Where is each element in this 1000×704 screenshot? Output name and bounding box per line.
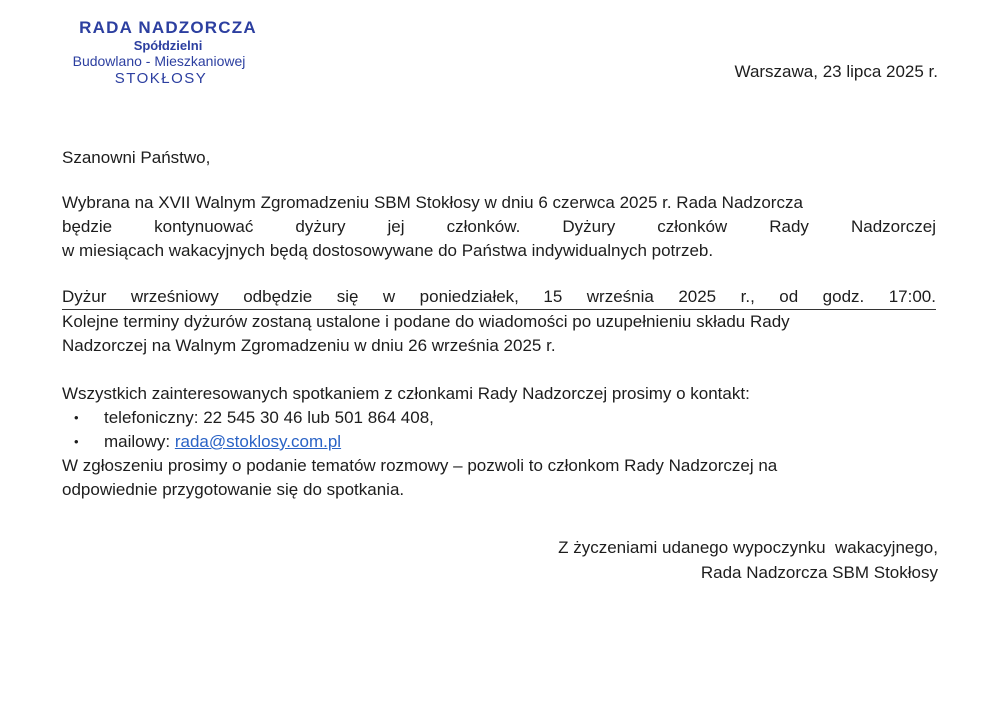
closing bbox=[558, 535, 938, 585]
email-link[interactable]: rada@stoklosy.com.pl bbox=[174, 432, 342, 451]
contact-email bbox=[62, 430, 777, 454]
contact-outro-line: W zgłoszeniu prosimy o podanie tematów rozmowy – pozwoli to członkom Rady Nadzorczej na bbox=[62, 456, 778, 475]
paragraph-1-line: będzie kontynuować dyżury jej członków. Dyżury członków Rady Nadzorczej bbox=[62, 217, 936, 236]
contact-list bbox=[62, 406, 777, 454]
paragraph-1 bbox=[62, 191, 936, 263]
salutation: Szanowni Państwo, bbox=[62, 148, 211, 167]
stamp-line-4: STOKŁOSY bbox=[114, 70, 208, 87]
bullet-icon: • bbox=[74, 410, 79, 425]
paragraph-2 bbox=[62, 285, 936, 358]
closing-signature: Rada Nadzorcza SBM Stokłosy bbox=[700, 563, 938, 582]
bullet-icon: • bbox=[74, 434, 79, 449]
contact-outro-line: odpowiednie przygotowanie się do spotkania. bbox=[62, 480, 405, 499]
stamp-line-1: RADA NADZORCZA bbox=[79, 18, 257, 37]
stamp-line-3: Budowlano - Mieszkaniowej bbox=[72, 53, 246, 69]
paragraph-2-line: Nadzorczej na Walnym Zgromadzeniu w dniu 26 września 2025 r. bbox=[62, 336, 556, 355]
contact-intro: Wszystkich zainteresowanych spotkaniem z członkami Rady Nadzorczej prosimy o kontakt: bbox=[62, 384, 750, 403]
contact-phone-text: telefoniczny: 22 545 30 46 lub 501 864 408, bbox=[104, 408, 434, 427]
closing-wishes: Z życzeniami udanego wypoczynku wakacyjnego, bbox=[558, 538, 938, 557]
contact-email-label: mailowy: bbox=[104, 432, 175, 451]
contact-phone bbox=[62, 406, 777, 430]
paragraph-3 bbox=[62, 382, 777, 502]
duty-date-underlined: Dyżur wrześniowy odbędzie się w poniedziałek, 15 września 2025 r., od godz. 17:00. bbox=[62, 285, 936, 310]
stamp-line-2: Spółdzielni bbox=[133, 38, 203, 53]
organization-stamp bbox=[44, 18, 284, 88]
letter-date: Warszawa, 23 lipca 2025 r. bbox=[734, 62, 938, 81]
paragraph-1-line: Wybrana na XVII Walnym Zgromadzeniu SBM Stokłosy w dniu 6 czerwca 2025 r. Rada Nadzorcza bbox=[62, 193, 803, 212]
paragraph-1-line: w miesiącach wakacyjnych będą dostosowywane do Państwa indywidualnych potrzeb. bbox=[62, 241, 714, 260]
paragraph-2-line: Kolejne terminy dyżurów zostaną ustalone i podane do wiadomości po uzupełnieniu składu Rady bbox=[62, 312, 790, 331]
